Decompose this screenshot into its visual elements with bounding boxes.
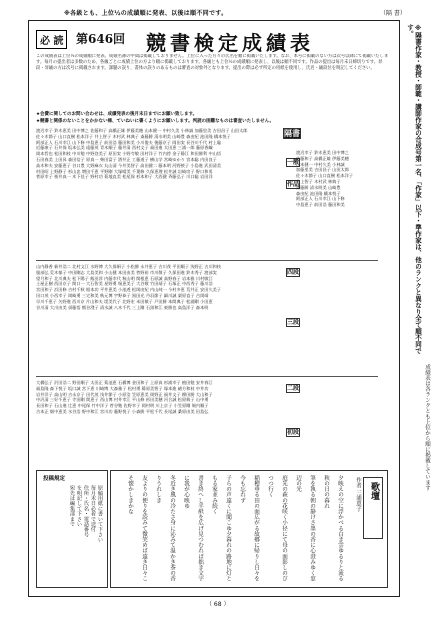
name-row: 佐藤和子 高橋正雄 伊藤美穂: [296, 155, 349, 161]
name-row: 渡辺幸子 鈴木恵美 田中博之 佐藤和子 高橋正雄 伊藤美穂 山本健一 中村久美 小林誠 加藤里美 吉田昌子 山田太郎: [36, 128, 248, 133]
name-row: 阿部正人 石川幸江 山下修: [296, 196, 345, 202]
poem-line: 筆を執る朝の静けさ墨の香に心澄みゆく窓辺の光: [295, 475, 315, 582]
name-row: 石田春美 上田昇 森田信子 原真一 柴田富子 酒井正 工藤道子 横山学 宮崎ゆかり 宮本聡 内田良子: [36, 156, 217, 162]
posting-rule-line: 宛先は編集部まで: [69, 485, 75, 527]
name-row: 佐々木節子 山口直樹 松本洋子: [296, 173, 354, 179]
name-row: 谷川清 大川由美 須藤悟 熊谷澄子 清水誠 八木千代 三上剛 石黒和江 東勝也 高島洋子 森本明: [36, 304, 209, 310]
poem-box: [110, 470, 388, 588]
right-note-sub: 成績表は各ランクとも上位から順に掲載しています: [424, 364, 430, 491]
poem-line: 冬近き風の冷たさ身に沁みて温かき茶の香りうれしき: [155, 475, 175, 582]
name-row: 岡本哲也 松田和枝 中川勉 中野登美子 原田実 小野寺敏 田村洋子 竹内啓 金子静江 和田勝利 中山悟: [36, 151, 222, 157]
name-row: 土屋正樹 西田京子 関口一 大石智美 星野勇 堀恵美子 大谷敬 竹田靖子 石塚正 中西秀子 藤川浩: [36, 281, 213, 287]
name-row: 近藤康子 石井保 坂本弘美 遠藤茂 青木順子 藤井清 西村文子 福田進 太田恵 三浦一郎 藤原香織: [36, 145, 213, 151]
name-row: 高木和夫 安藤恵子 谷口豊 大野麻衣 丸山清 今井美智子 高田健二 藤本明 河野綾子 小島進 武田清美: [36, 162, 222, 168]
name-row: 福島隆 森下悦子 坂口誠 宮下恵 川崎博 大森雅子 松村勇 篠原美智子 塚本進 緒方和枝 中井功: [36, 385, 209, 391]
poem-author: 作者 三浦恵子: [355, 477, 361, 512]
name-row: 中島恵子 前田浩 藤田和美: [296, 202, 345, 208]
section-tag: 初段: [287, 429, 300, 436]
name-row: 斎藤勝 清水明美 山崎豊: [296, 184, 341, 190]
top-note: ※各級とも、上位½の成績順に発表、以後は順不同です。: [64, 10, 228, 17]
section-tag: 一般: [287, 159, 300, 166]
section-tag: 四段: [287, 269, 300, 276]
name-row: 中沢清 三好千恵子 寺田剛 関恵子 西山博 村井幸江 平山修 杉田美穂 河合誠 松原典子 山中勇: [36, 397, 209, 403]
notes: [36, 112, 390, 125]
posting-rules-box: [36, 470, 108, 588]
bottom-section: [36, 470, 386, 588]
poem-line: 友よりの便りを読みて微笑めば遠き日々こそ懐かしきかな: [127, 475, 147, 582]
intro-text: この成績表は上位½の成績順に発表。成績名簿の中間は掲載しておりません。上位に入った方々の氏名を順に掲載いたします。なお、本号に掲載のない方は次号以降にて掲載いたします。毎月の提出者は多数のため、各級ごとに成績上位の方より順に掲載しております。各級とも上位½の成績順に発表し、以後は順不同です。作品の提出は毎月末日締切りです。昇段・昇級の方は次号に掲載されます。課題の誤り、書体の誤りのあるものは審査の対象外となります。提出の際は必ず所定の用紙を使用し、氏名・級段位を明記してください。: [36, 54, 389, 71]
poem-title-frame: [363, 477, 383, 539]
name-row: 阿部正人 石川幸江 山下修 中島恵子 前田浩 藤田和美 小川俊夫 後藤京子 岡田実 長谷川千代 村上聡: [36, 139, 222, 145]
name-block: [36, 380, 286, 460]
name-row: 森由紀 池田隆 橋本悦子: [296, 190, 341, 196]
name-row: 佐々木節子 山口直樹 松本洋子 井上智子 木村武 林典子 斎藤勝 清水明美 山崎豊 森由紀 池田隆 橋本悦子: [36, 133, 231, 139]
name-row: 田口茂 小西幸子 岡崎勇 三宅和美 秋元博 宇野恭子 黒田光 丹羽節子 細川誠 栗原直子 吉岡靖: [36, 292, 209, 298]
name-block: [36, 128, 286, 258]
name-row: 井上智子 木村武 林典子: [296, 178, 341, 184]
name-row: 宮田和子 浜田修 吉村千秋 根本功 平井恵美 小池透 松岡由紀 内山純一 今村多恵 荒井正 安田久美子: [36, 287, 222, 293]
page-number: （ 68 ）: [206, 601, 230, 608]
name-row: 渡辺幸子 鈴木恵美 田中博之: [296, 150, 349, 155]
name-row: 服部弘 荒木郁子 中田剛志 大島美和 小山健 本田由美 菅野裕 市川敬子 久保田進 鈴木秀子 渡部実: [36, 269, 217, 275]
name-row: 長田和子 石山進 辻恵 中尾保 竹中洋子 菅谷勉 佐野幸子 岡村明 川上京子 小笠原剛 堀内順子: [36, 403, 209, 409]
poem-line: 庭先の萩の花咲く小径にて母の面影しのびつつ行く: [267, 475, 287, 582]
poem-line: 子らの声遠くに聞こゆ夕暮れの路地に灯ともる家並み続く: [211, 475, 231, 582]
issue-number: 第646回: [76, 32, 126, 46]
name-row: 大橋弘子 沢田浩二 野田順子 太田正 菊池恵 石橋博 金田和子 上原真 杉浦幸子 植田勉 安井春江: [36, 380, 213, 385]
name-block: [36, 264, 286, 374]
name-row: 望月和子 北川典夫 松下陽子 飯田淳 内藤幸代 秋山明 関根恵 石原誠 高野春子 岩本雅 川村敏江: [36, 275, 213, 281]
note-line: ★会費に関してのお問い合わせは、成績発表の後月末日までにお願い致します。: [36, 112, 198, 117]
right-name-block: [296, 150, 378, 450]
section-tag: 作品: [287, 181, 300, 188]
right-vertical-note: [400, 24, 430, 584]
poem-text: [115, 475, 347, 583]
note-line: ★競書と関係のないことをかかない様、ていねいに書くようにお願いします。判読の困難なものは審査いたしません。: [36, 118, 274, 124]
page-title: 競書検定成績表: [146, 31, 314, 55]
name-row: 山本健一 中村久美 小林誠: [296, 161, 345, 167]
name-row: 吉本正 畑中恵美 水谷浩 野中和江 宮川功 藤野悦子 小森勝 平松千代 長尾誠 桑原由美 田島弘: [36, 408, 209, 414]
posting-rule-line: 毎月末日必着で送付: [90, 485, 96, 532]
name-row: 山内静香 新井浩二 北村文江 水野博 大久保絹子 小松勝 永井恵子 吉川茂 平田順子 浅野正 古川和枝: [36, 264, 222, 269]
results-header: [36, 28, 390, 55]
posting-rules-text: [41, 485, 103, 583]
posting-rules-title: 投稿規定: [43, 476, 66, 482]
name-row: 菅原幸子 桜井真一 木下佳子 野村功 菊地直美 松尾保 杉本和子 大西健 斉藤弘子 川口聡 岩田洋: [36, 174, 213, 180]
name-row: 岩井洋子 高山明 吉永京子 田代茂 浅井節子 小原浩 笠原恵美 岡野正 福井文子 柳田勝 大山和子: [36, 391, 213, 397]
right-note-main: ※隔書作家・教授・師範・講師作家の合成号第一名、「作家」以下・準作家は、他のランクと異なり全て順不同です。: [406, 24, 422, 354]
poem-line: 夕映えの空に浮かべる白き雲ゆるりと流る秋の日の暮れ: [323, 475, 343, 582]
top-right-label: （隔 書）: [380, 10, 406, 17]
poem-line: 書き終へし半紙を広げ見つむれば拙き文字に我が心映ゆ: [183, 475, 203, 582]
posting-rule-line: を明記して下さい: [76, 485, 82, 527]
name-row: 村田昭 上野静子 杉山忠 増田千恵 平野剛 大塚晴美 千葉修 久保恵理 松井誠 岩崎房子 野口和男: [36, 168, 213, 174]
name-row: 加藤里美 吉田昌子 山田太郎: [296, 167, 349, 173]
section-tag: 二段: [287, 385, 300, 392]
name-row: 早川千恵子 矢野進 西川京 片山和夫 堤美代子 北野宏 米田敏子 戸田勝 本間典子 松浦剛 小田恵: [36, 298, 213, 304]
poem-title: 歌壇: [369, 482, 379, 500]
section-tag: 三段: [287, 319, 300, 326]
posting-rule-line: 原稿用紙に書いて下さい: [97, 485, 103, 543]
must-read-label: 必 読: [36, 30, 67, 49]
section-tag-main: 隔書: [284, 129, 300, 138]
poem-line: 稲穂垂る田の面広がる故郷に帰りし日々を今も忘れず: [239, 475, 259, 582]
posting-rule-line: 住所・氏名・電話番号: [83, 485, 89, 537]
